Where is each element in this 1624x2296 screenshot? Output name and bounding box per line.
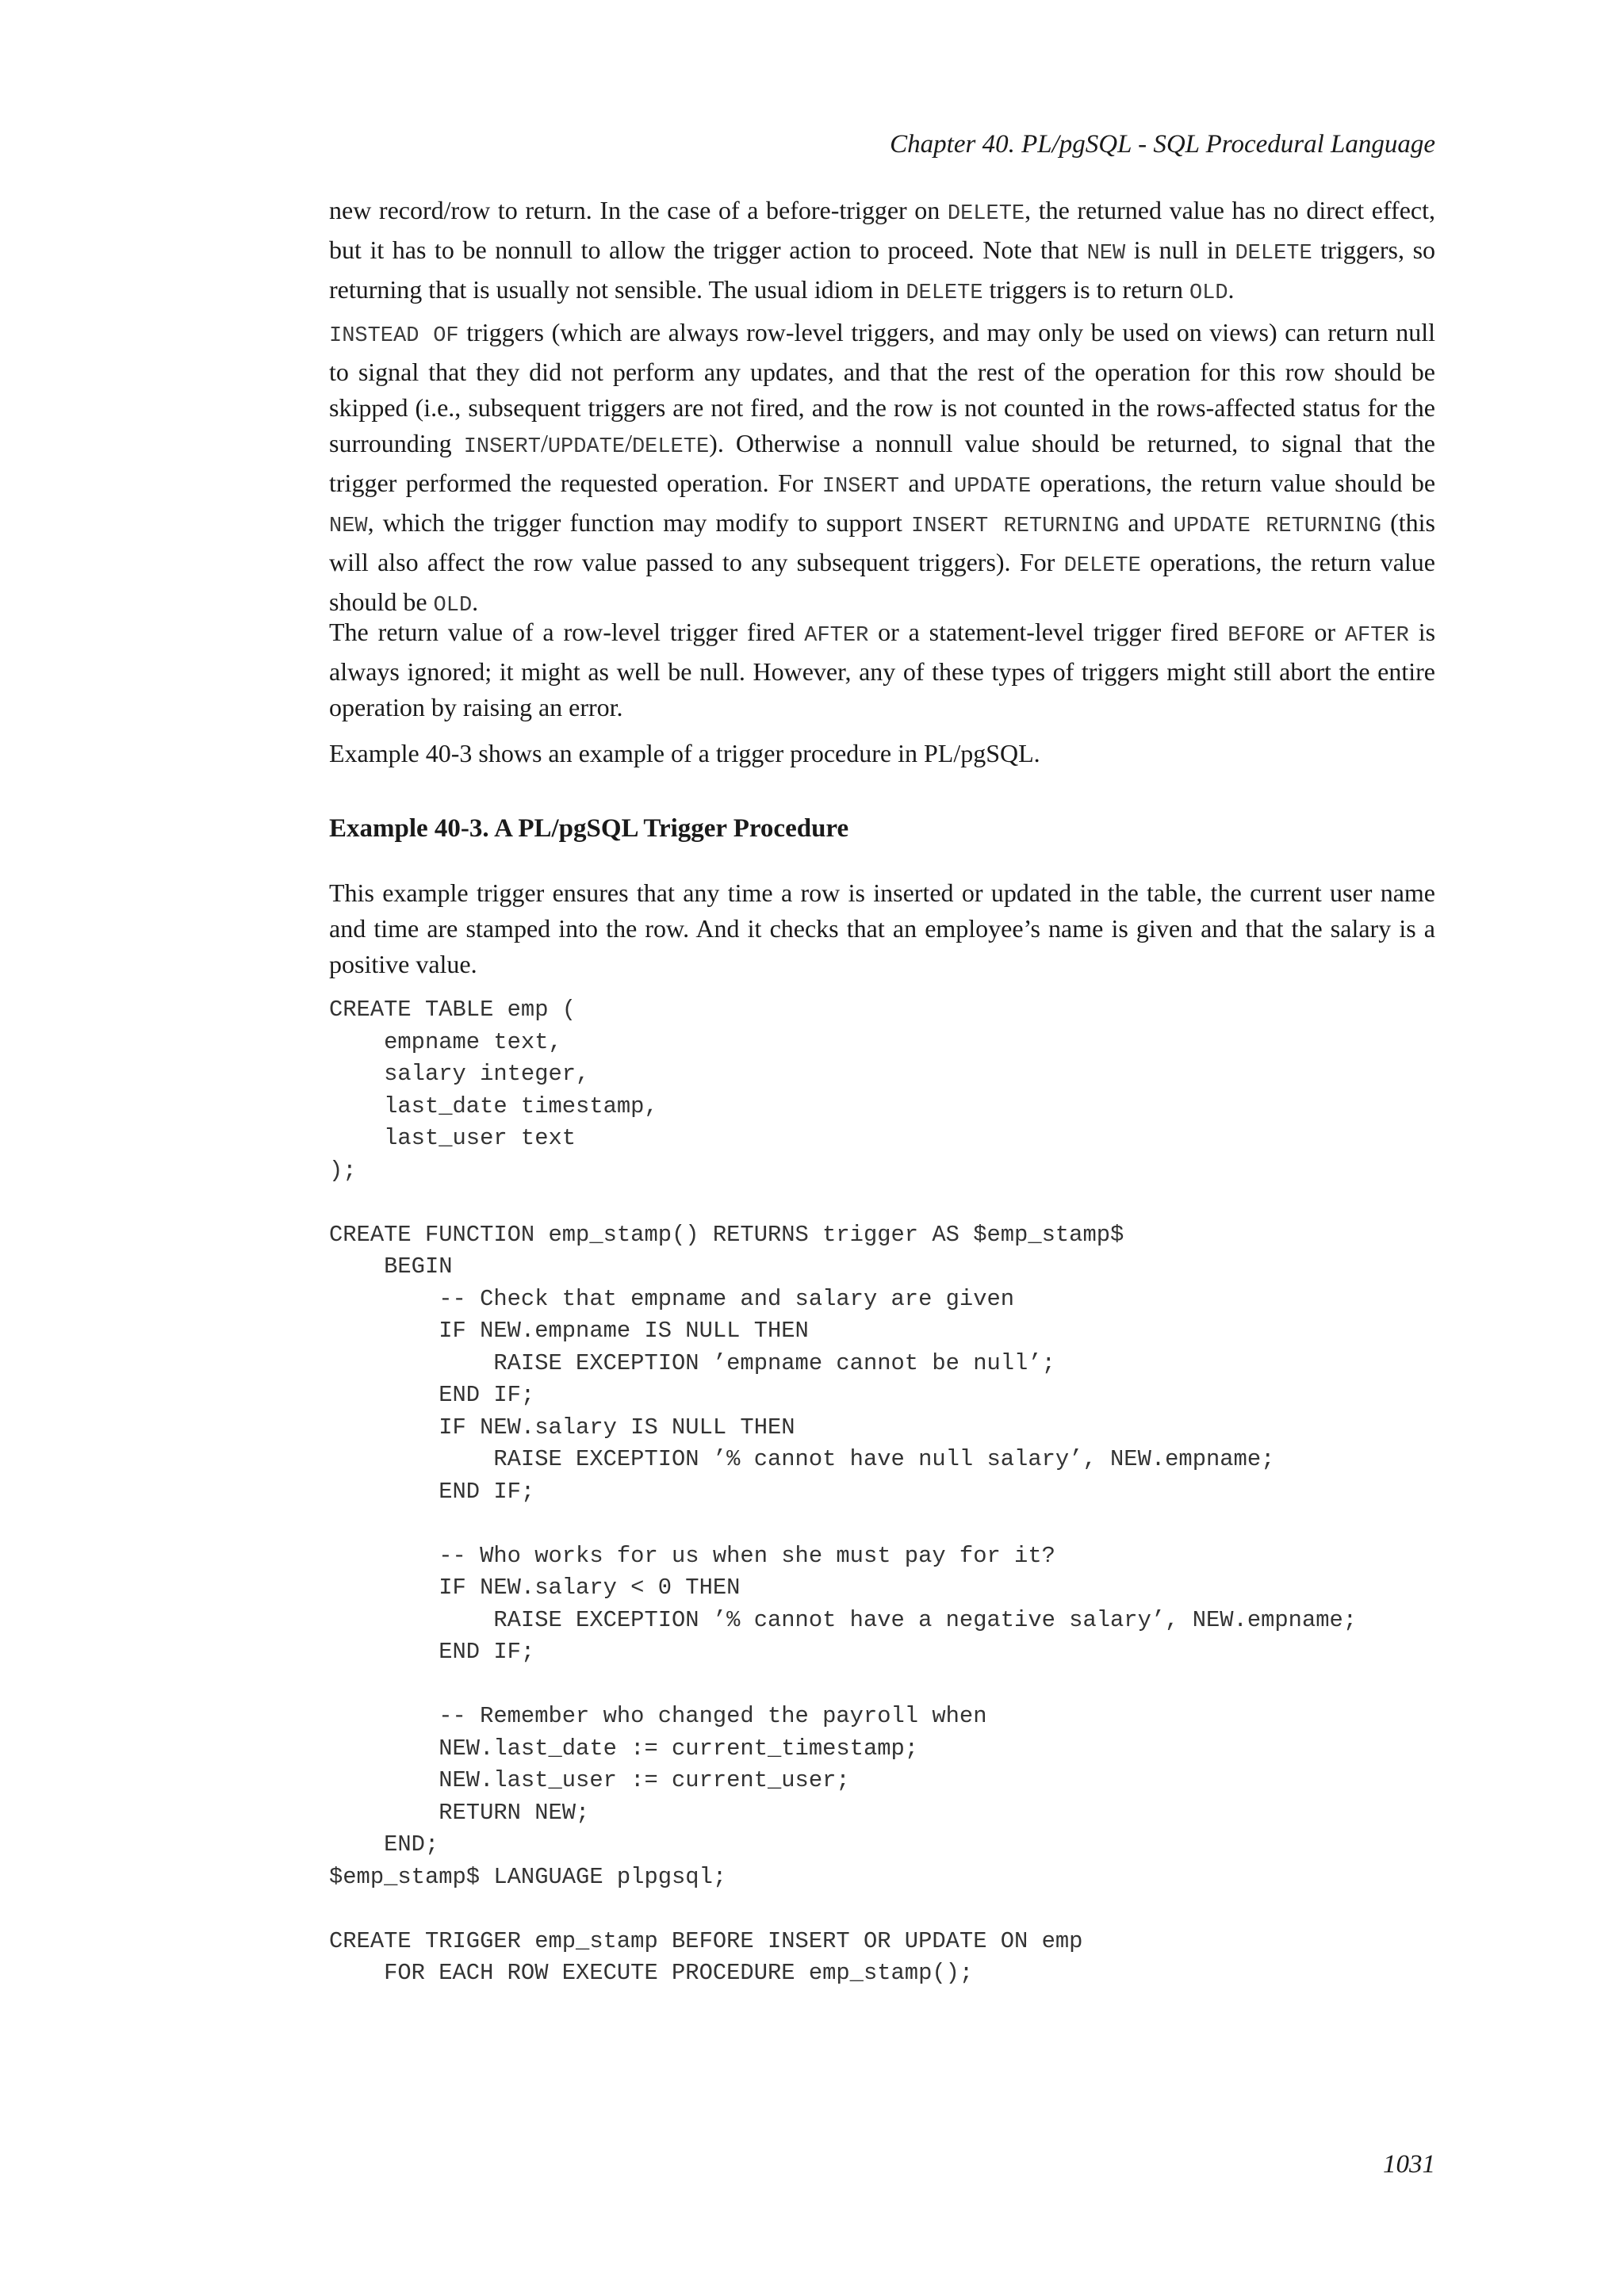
code-line: END IF;	[329, 1639, 535, 1665]
code-line	[329, 1893, 1357, 1926]
inline-code: UPDATE	[953, 475, 1032, 499]
code-line: CREATE TRIGGER emp_stamp BEFORE INSERT OR UPDATE ON emp	[329, 1927, 1083, 1954]
code-line: CREATE TABLE emp (	[329, 997, 576, 1023]
paragraph-example-reference: Example 40-3 shows an example of a trigger procedure in PL/pgSQL.	[329, 739, 1040, 767]
code-line: RETURN NEW;	[329, 1799, 590, 1826]
code-listing	[329, 994, 1357, 1990]
example-title: Example 40-3. A PL/pgSQL Trigger Procedure	[329, 814, 849, 843]
code-line: END IF;	[329, 1478, 535, 1505]
inline-code: DELETE	[947, 202, 1025, 226]
code-line: IF NEW.empname IS NULL THEN	[329, 1318, 809, 1344]
code-line: RAISE EXCEPTION ’% cannot have null salary’, NEW.empname;	[329, 1446, 1275, 1472]
inline-code: UPDATE RETURNING	[1173, 515, 1382, 538]
code-line: );	[329, 1157, 357, 1184]
inline-code: OLD	[1189, 281, 1228, 305]
code-line	[329, 1508, 1357, 1540]
code-line: -- Who works for us when she must pay for it?	[329, 1542, 1055, 1569]
paragraph-before-trigger-delete: new record/row to return. In the case of a before-trigger on DELETE, the returned value has no direct effect, but it has to be nonnull to allow the trigger action to proceed. Note that NEW is null in DELETE triggers, so returning that is usually not sensible. The usual idiom in DELETE triggers is to return OLD.	[329, 196, 1436, 305]
code-line: -- Remember who changed the payroll when	[329, 1703, 987, 1729]
code-line: END IF;	[329, 1382, 535, 1408]
inline-code: BEFORE	[1228, 624, 1305, 648]
inline-code: UPDATE	[547, 435, 626, 459]
code-line: NEW.last_user := current_user;	[329, 1767, 850, 1793]
inline-code: DELETE	[906, 281, 983, 305]
inline-code: OLD	[433, 594, 473, 618]
example-description: This example trigger ensures that any time a row is inserted or updated in the table, the current user name and time are stamped into the row. And it checks that an employee’s name is given and that the salary is a positive value.	[329, 878, 1435, 978]
inline-code: INSERT	[463, 435, 541, 459]
paragraph-return-value-ignored: The return value of a row-level trigger fired AFTER or a statement-level trigger fired BEFORE or AFTER is always ignored; it might as well be null. However, any of these types of triggers might still abort the entire operation by raising an error.	[329, 618, 1436, 721]
inline-code: DELETE	[631, 435, 710, 459]
paragraph-instead-of-triggers: INSTEAD OF triggers (which are always row-level triggers, and may only be used on views) can return null to signal that they did not perform any updates, and that the rest of the operation for this row should be skipped (i.e., subsequent triggers are not fired, and the row is not counted in the rows-affected status for the surrounding INSERT/UPDATE/DELETE). Otherwise a nonnull value should be returned, to signal that the trigger performed the requested operation. For INSERT and UPDATE operations, the return value should be NEW, which the trigger function may modify to support INSERT RETURNING and UPDATE RETURNING (this will also affect the row value passed to any subsequent triggers). For DELETE operations, the return value should be OLD.	[329, 318, 1436, 618]
inline-code: AFTER	[1344, 624, 1409, 648]
code-line	[329, 1187, 1357, 1219]
code-line: -- Check that empname and salary are given	[329, 1285, 1015, 1312]
code-line: NEW.last_date := current_timestamp;	[329, 1735, 919, 1762]
code-line: BEGIN	[329, 1253, 453, 1280]
inline-code: INSERT RETURNING	[911, 515, 1120, 538]
code-line: RAISE EXCEPTION ’% cannot have a negative salary’, NEW.empname;	[329, 1606, 1358, 1633]
code-line: empname text,	[329, 1028, 562, 1055]
inline-code: DELETE	[1063, 554, 1141, 578]
inline-code: INSERT	[822, 475, 899, 499]
code-line: IF NEW.salary < 0 THEN	[329, 1575, 741, 1601]
code-line: RAISE EXCEPTION ’empname cannot be null’;	[329, 1349, 1055, 1376]
inline-code: AFTER	[804, 624, 869, 648]
code-line: $emp_stamp$ LANGUAGE plpgsql;	[329, 1863, 727, 1890]
page-number: 1031	[1383, 2150, 1435, 2179]
code-line: FOR EACH ROW EXECUTE PROCEDURE emp_stamp();	[329, 1960, 974, 1986]
inline-code: NEW	[1086, 242, 1126, 266]
code-line: IF NEW.salary IS NULL THEN	[329, 1414, 795, 1441]
running-header: Chapter 40. PL/pgSQL - SQL Procedural Language	[890, 130, 1435, 159]
code-line: CREATE FUNCTION emp_stamp() RETURNS trigger AS $emp_stamp$	[329, 1221, 1124, 1248]
code-line	[329, 1669, 1357, 1701]
inline-code: NEW	[329, 515, 368, 538]
inline-code: DELETE	[1235, 242, 1312, 266]
code-line: last_date timestamp,	[329, 1093, 658, 1119]
code-line: salary integer,	[329, 1061, 590, 1087]
code-line: END;	[329, 1831, 439, 1858]
code-line: last_user text	[329, 1125, 576, 1151]
inline-code: INSTEAD OF	[329, 324, 459, 348]
